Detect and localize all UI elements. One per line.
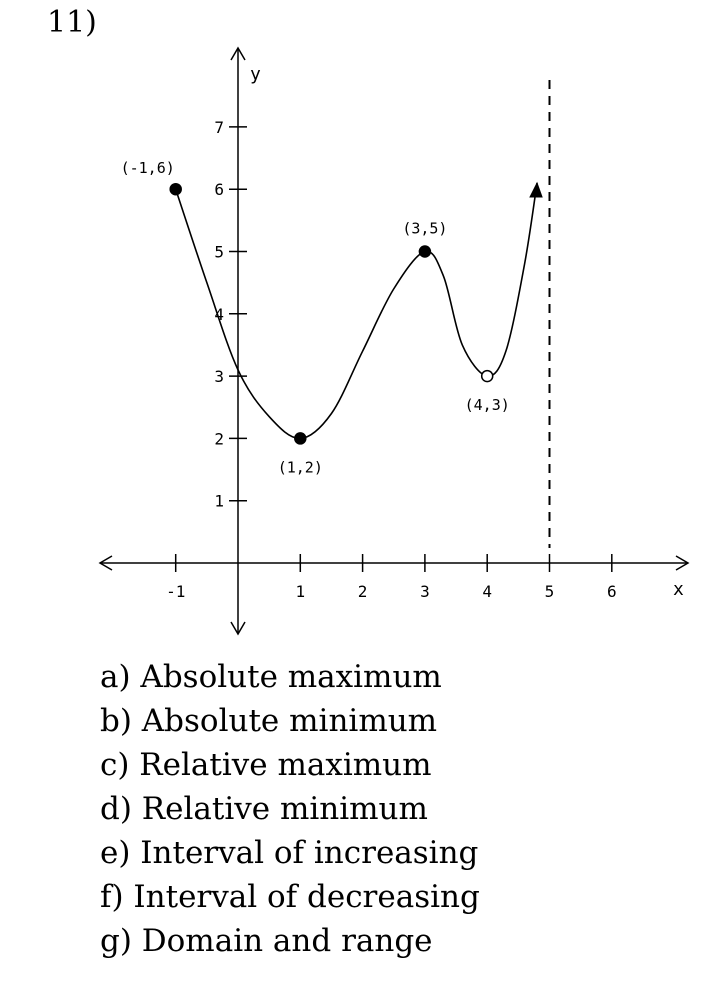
point-4-3 [482, 371, 493, 382]
x-tick-label: 1 [295, 582, 306, 601]
y-axis-label: y [250, 64, 261, 85]
x-axis-label: x [673, 579, 684, 600]
x-tick-label: 5 [544, 582, 555, 601]
question-b: b) Absolute minimum [100, 703, 438, 739]
y-tick-label: 2 [214, 429, 224, 449]
question-e: e) Interval of increasing [100, 835, 479, 871]
point-1-2 [295, 433, 306, 444]
x-tick-label: 6 [606, 582, 617, 601]
question-list [100, 655, 480, 963]
question-g: g) Domain and range [100, 923, 433, 959]
y-tick-label: 5 [214, 242, 224, 262]
curve-end-arrow [530, 183, 542, 197]
y-tick-label: 7 [214, 117, 224, 137]
y-tick-label: 1 [214, 491, 224, 511]
question-f: f) Interval of decreasing [100, 879, 480, 915]
point-neg1-6-label: (-1,6) [120, 159, 175, 178]
x-tick-label: 3 [420, 582, 430, 601]
question-c: c) Relative maximum [100, 747, 432, 783]
point-neg1-6 [170, 184, 181, 195]
point-4-3-label: (4,3) [464, 396, 510, 415]
x-tick-label: 4 [482, 582, 493, 601]
point-3-5-label: (3,5) [402, 219, 448, 238]
y-tick-label: 3 [214, 367, 224, 387]
y-tick-label: 4 [214, 304, 224, 324]
y-tick-label: 6 [214, 180, 224, 200]
point-3-5 [419, 246, 430, 257]
point-1-2-label: (1,2) [277, 458, 323, 477]
question-d: d) Relative minimum [100, 791, 428, 827]
question-a: a) Absolute maximum [100, 659, 442, 695]
x-tick-label: -1 [166, 582, 186, 601]
x-tick-label: 2 [357, 582, 368, 601]
problem-number: 11) [47, 5, 97, 40]
